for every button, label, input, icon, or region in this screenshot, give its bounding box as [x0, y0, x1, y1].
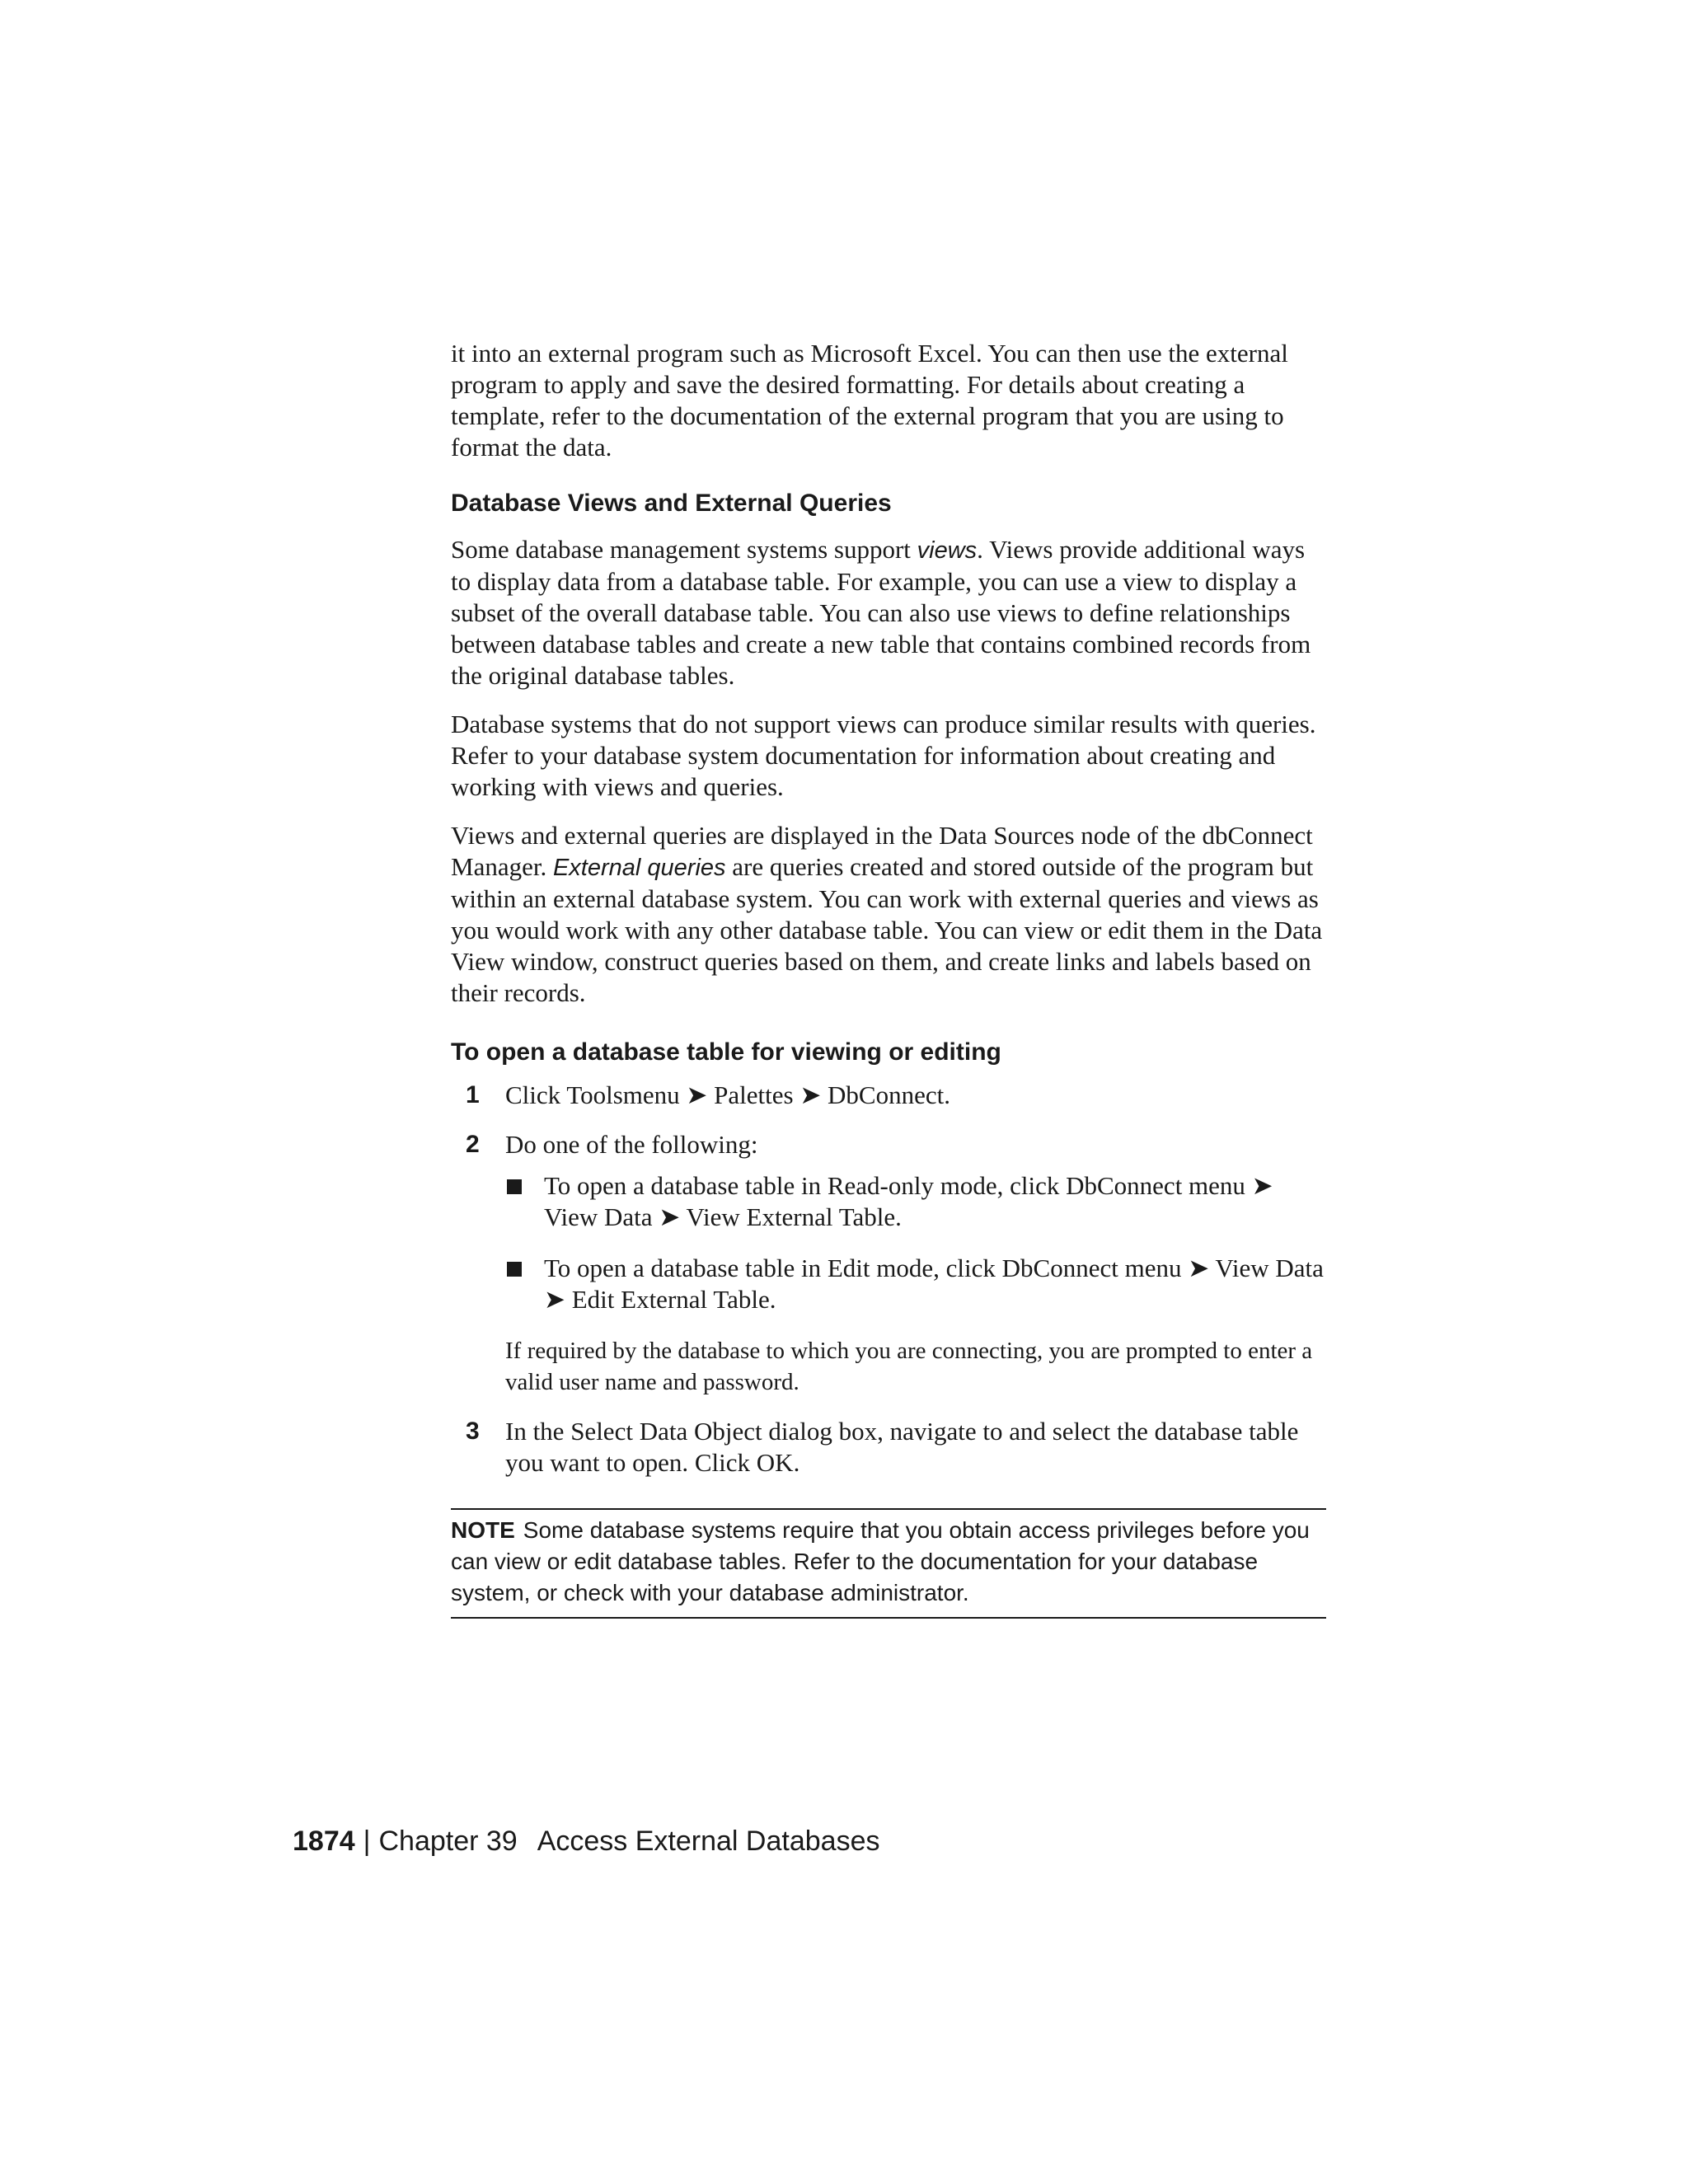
page-number: 1874: [293, 1825, 355, 1857]
step-number: 3: [466, 1418, 480, 1445]
external-queries-rest: are queries created and stored outside of the program but within an external database system. You can work with external queries and views as you would work with any other database table. You can view or edit them in the Data View window, construct queries based on them, and create links and labels based on their records.: [451, 852, 1323, 1007]
list-item-text: To open a database table in Read-only mode, click DbConnect menu ➤ View Data ➤ View External Table.: [544, 1171, 1273, 1231]
procedure-heading: To open a database table for viewing or editing: [451, 1038, 1001, 1066]
page-body: [451, 338, 1326, 1619]
procedure-step-1: [451, 1080, 1326, 1111]
procedure-step-2: [451, 1129, 1326, 1398]
page-footer: [293, 1823, 879, 1859]
step-note: If required by the database to which you are connecting, you are prompted to enter a valid user name and password.: [505, 1338, 1313, 1395]
views-paragraph-rest: . Views provide additional ways to display data from a database table. For example, you can use a view to display a subset of the overall database table. You can also use views to define relationships between database tables and create a new table that contains combined records from the original database tables.: [451, 535, 1311, 690]
list-item: [505, 1253, 1326, 1315]
step-text: Do one of the following:: [505, 1130, 758, 1159]
step-text: Click Toolsmenu ➤ Palettes ➤ DbConnect.: [505, 1080, 950, 1109]
step-number: 1: [466, 1081, 480, 1108]
step-text: In the Select Data Object dialog box, navigate to and select the database table you want to open. Click OK.: [505, 1417, 1299, 1477]
list-item-text: To open a database table in Edit mode, click DbConnect menu ➤ View Data ➤ Edit External Table.: [544, 1254, 1324, 1314]
square-bullet-icon: [507, 1179, 522, 1194]
external-queries-paragraph: [451, 820, 1326, 1009]
external-queries-lead: Views and external queries are displayed in the Data Sources node of the dbConnect Manager.: [451, 821, 1313, 881]
section-heading: Database Views and External Queries: [451, 490, 892, 517]
step-number: 2: [466, 1131, 480, 1158]
views-term: views: [917, 537, 978, 564]
procedure-step-3: [451, 1416, 1326, 1479]
note-label: NOTE: [451, 1517, 515, 1543]
note-box: [451, 1508, 1326, 1619]
views-paragraph: [451, 534, 1326, 691]
step-options-list: [505, 1170, 1326, 1315]
external-queries-term: External queries: [552, 855, 726, 881]
intro-paragraph: it into an external program such as Microsoft Excel. You can then use the external program to apply and save the desired formatting. For details about creating a template, refer to the documentation of the external program that you are using to format the data.: [451, 339, 1288, 462]
list-item: [505, 1170, 1326, 1233]
note-text: Some database systems require that you obtain access privileges before you can view or edit database tables. Refer to the documentation for your database system, or check with your database administrator.: [451, 1517, 1310, 1605]
footer-separator: |: [363, 1825, 371, 1857]
queries-paragraph: Database systems that do not support views can produce similar results with queries. Refer to your database system documentation for information about creating and working with views and queries.: [451, 710, 1316, 801]
chapter-title: Access External Databases: [537, 1825, 880, 1857]
square-bullet-icon: [507, 1262, 522, 1277]
chapter-label: Chapter 39: [378, 1825, 518, 1857]
views-paragraph-lead: Some database management systems support: [451, 535, 917, 564]
